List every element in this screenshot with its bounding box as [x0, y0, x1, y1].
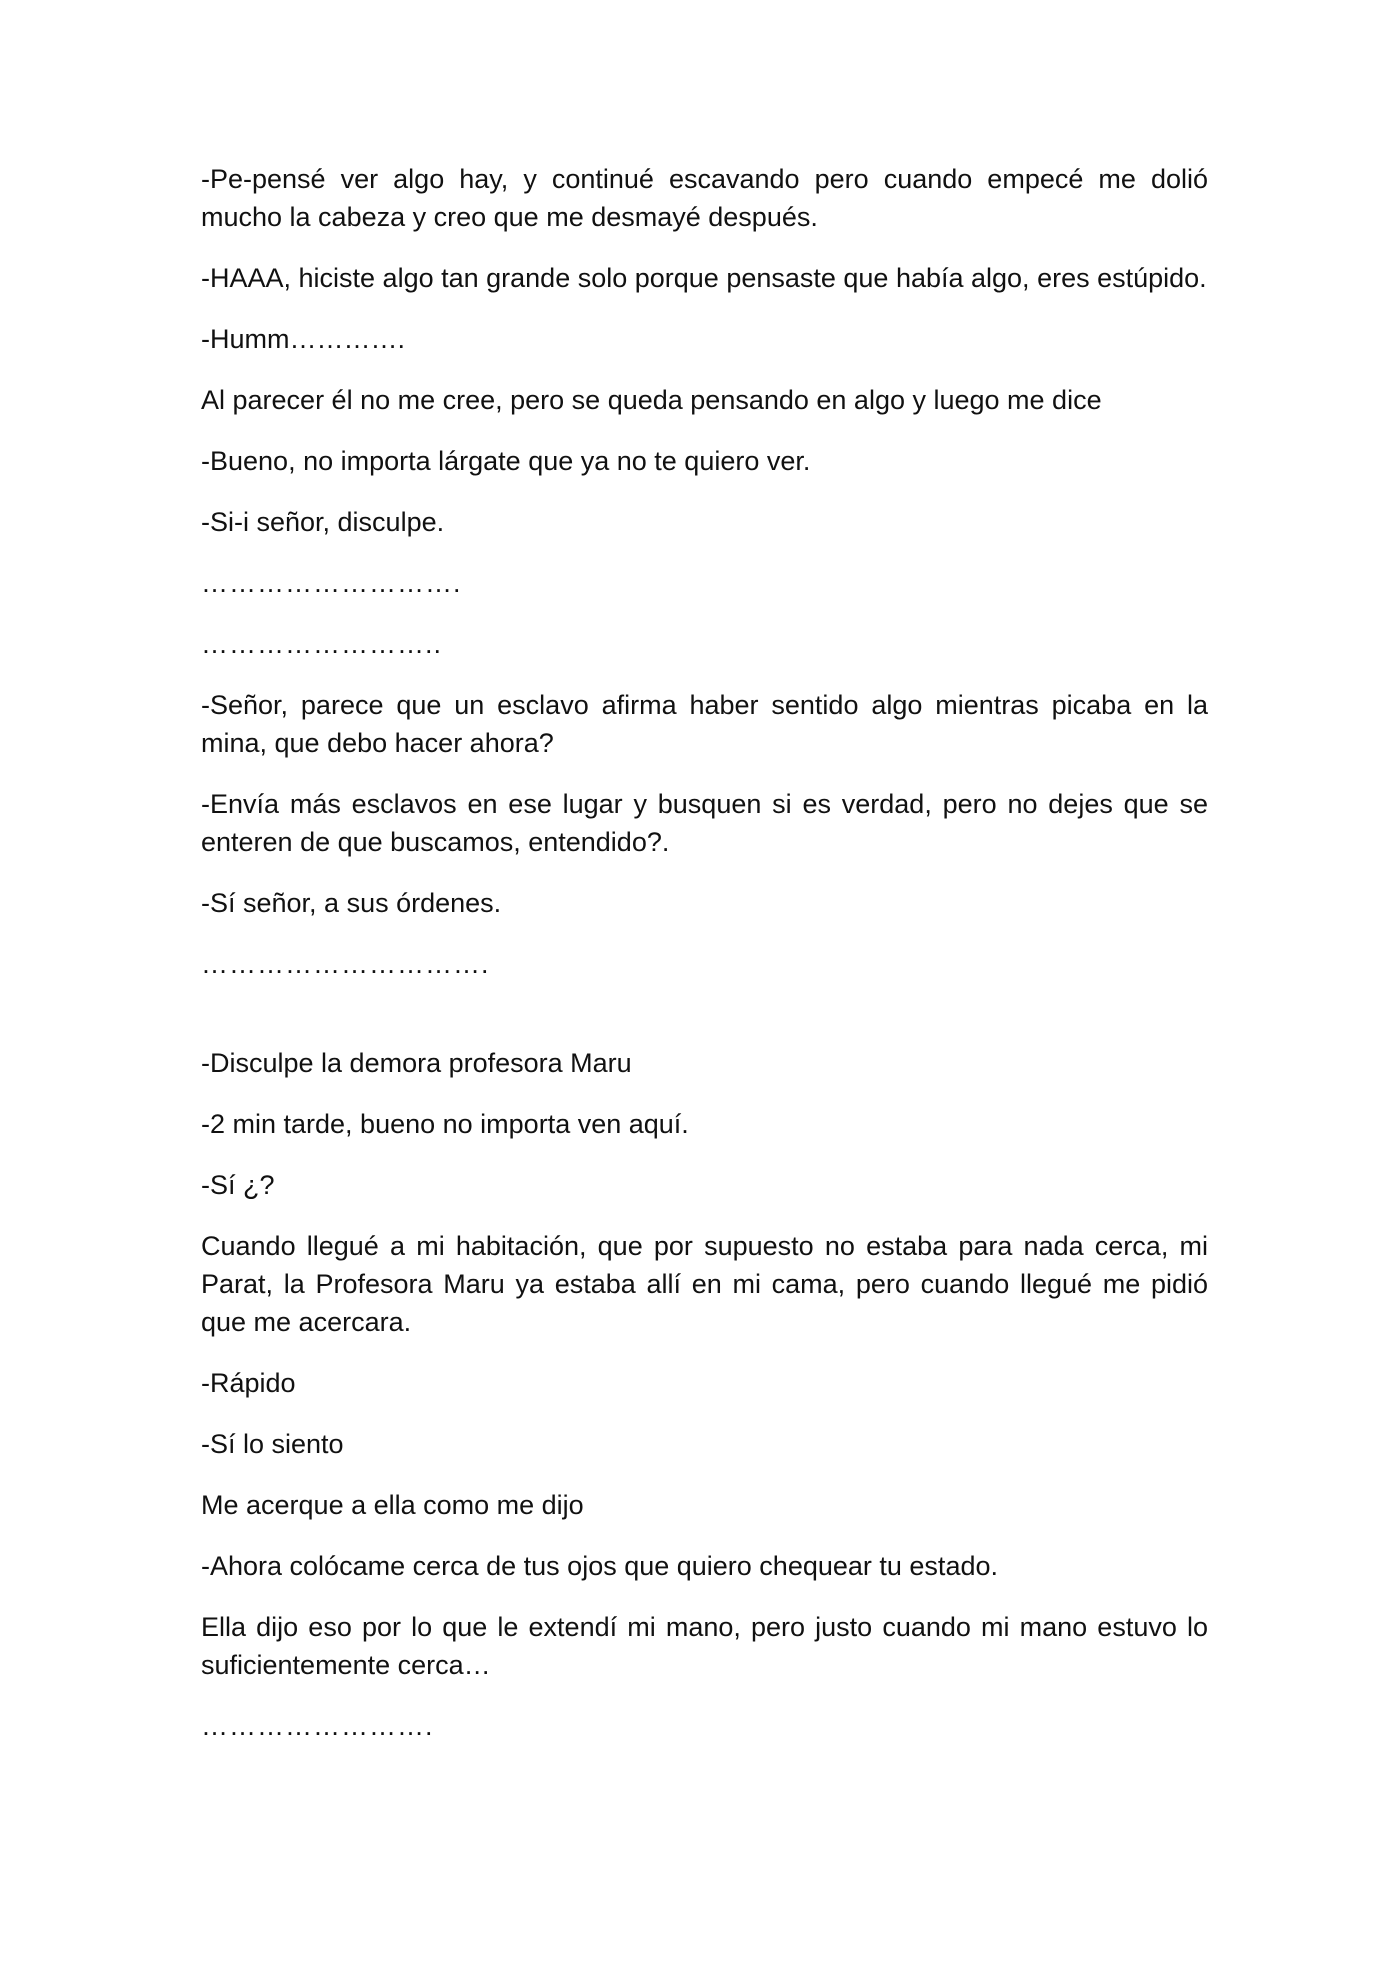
paragraph: Cuando llegué a mi habitación, que por supuesto no estaba para nada cerca, mi Parat, la Profesora Maru ya estaba allí en mi cama, pero cuando llegué me pidió que me acercara. — [201, 1231, 1208, 1337]
scene-break: ………………………. — [201, 568, 462, 598]
scene-break: …………………….. — [201, 629, 443, 659]
paragraph: -Envía más esclavos en ese lugar y busquen si es verdad, pero no dejes que se enteren de que buscamos, entendido?. — [201, 789, 1208, 857]
paragraph: -Sí señor, a sus órdenes. — [201, 888, 502, 918]
blank-line — [201, 1006, 1208, 1044]
paragraph: -Señor, parece que un esclavo afirma haber sentido algo mientras picaba en la mina, que debo hacer ahora? — [201, 690, 1208, 758]
scene-break: ……………………. — [201, 1711, 434, 1741]
paragraph: -Sí ¿? — [201, 1170, 275, 1200]
paragraph: Me acerque a ella como me dijo — [201, 1490, 584, 1520]
paragraph: Al parecer él no me cree, pero se queda pensando en algo y luego me dice — [201, 385, 1102, 415]
paragraph: Ella dijo eso por lo que le extendí mi mano, pero justo cuando mi mano estuvo lo suficientemente cerca… — [201, 1612, 1208, 1680]
scene-break: …………………………. — [201, 949, 490, 979]
paragraph: -Sí lo siento — [201, 1429, 344, 1459]
story-text — [201, 160, 1208, 1768]
paragraph: -Si-i señor, disculpe. — [201, 507, 445, 537]
paragraph: -2 min tarde, bueno no importa ven aquí. — [201, 1109, 689, 1139]
paragraph: -Rápido — [201, 1368, 296, 1398]
paragraph: -Pe-pensé ver algo hay, y continué escavando pero cuando empecé me dolió mucho la cabeza y creo que me desmayé después. — [201, 164, 1208, 232]
paragraph: -HAAA, hiciste algo tan grande solo porque pensaste que había algo, eres estúpido. — [201, 263, 1207, 293]
paragraph: -Ahora colócame cerca de tus ojos que quiero chequear tu estado. — [201, 1551, 998, 1581]
paragraph: -Humm…………. — [201, 324, 405, 354]
paragraph: -Disculpe la demora profesora Maru — [201, 1048, 632, 1078]
paragraph: -Bueno, no importa lárgate que ya no te quiero ver. — [201, 446, 811, 476]
